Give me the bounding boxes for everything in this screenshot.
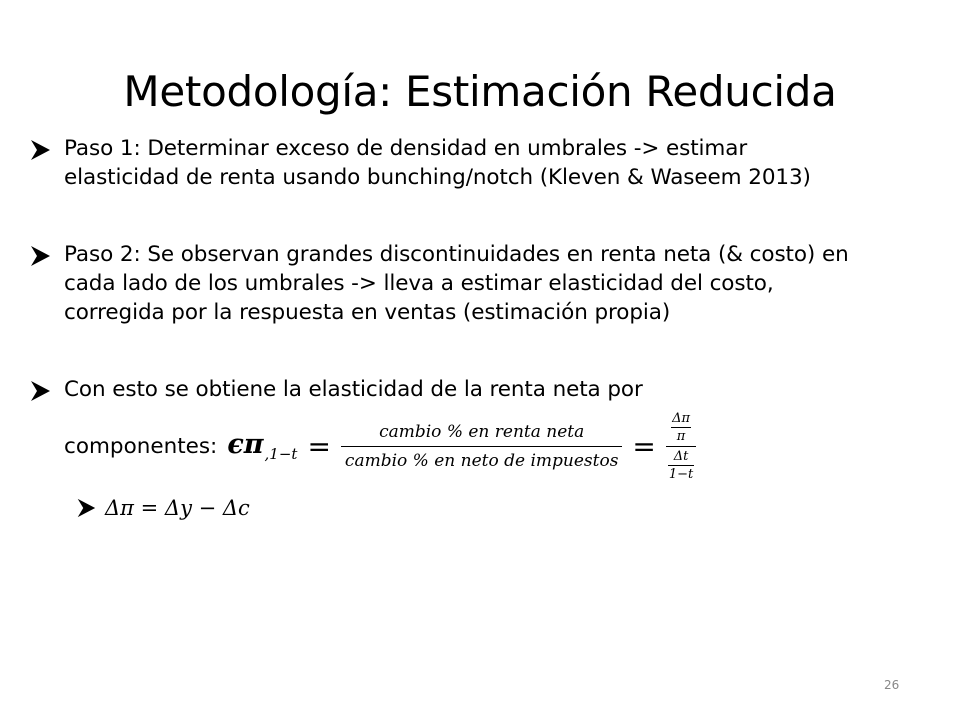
bullet-text: Paso 1: Determinar exceso de densidad en umbrales -> estimar elasticidad de renta usando bunching/notch (Kleven & Waseem 2013) [64, 136, 811, 190]
delta-pi: Δπ [672, 410, 691, 426]
bullet-paso-1 [28, 134, 858, 192]
main-fraction-bar [666, 446, 696, 447]
epsilon-symbol: ϵ [227, 429, 244, 460]
elasticity-symbol [227, 429, 297, 463]
delta-t-over-one-minus-t [666, 449, 696, 482]
sub-bullet-delta-pi [75, 492, 250, 524]
slide-title: Metodología: Estimación Reducida [123, 67, 837, 116]
percent-change-fraction [341, 421, 623, 472]
pi-symbol: π [243, 429, 264, 460]
page-number: 26 [884, 678, 900, 692]
arrow-bullet-icon [28, 138, 52, 162]
arrow-bullet-icon [28, 244, 52, 268]
delta-fraction [666, 411, 696, 482]
delta-pi-over-pi [669, 411, 693, 444]
bullet-text: Paso 2: Se observan grandes discontinuidades en renta neta (& costo) en cada lado de los umbrales -> lleva a estimar elasticidad del costo, corregida por la respuesta en ventas (estimación propia) [64, 242, 849, 325]
fraction-bar [671, 427, 691, 428]
sub-bullet-formula: Δπ = Δy − Δc [105, 496, 250, 520]
delta-t: Δt [673, 448, 689, 464]
pi-denominator: π [676, 428, 686, 444]
arrow-bullet-icon [28, 379, 52, 403]
fraction-bar [341, 446, 623, 447]
fraction-numerator: cambio % en renta neta [379, 421, 585, 442]
fraction-bar [668, 465, 694, 466]
equals-sign: = [632, 429, 656, 463]
elasticity-subscript: ,1−t [264, 445, 298, 463]
fraction-denominator: cambio % en neto de impuestos [344, 450, 619, 471]
elasticity-formula [64, 398, 944, 494]
arrow-bullet-icon [75, 497, 97, 519]
bullet-text: Con esto se obtiene la elasticidad de la renta neta por [64, 377, 643, 402]
formula-label: componentes: [64, 433, 218, 459]
one-minus-t: 1−t [668, 466, 694, 482]
equals-sign: = [307, 429, 331, 463]
bullet-paso-2 [28, 240, 858, 327]
